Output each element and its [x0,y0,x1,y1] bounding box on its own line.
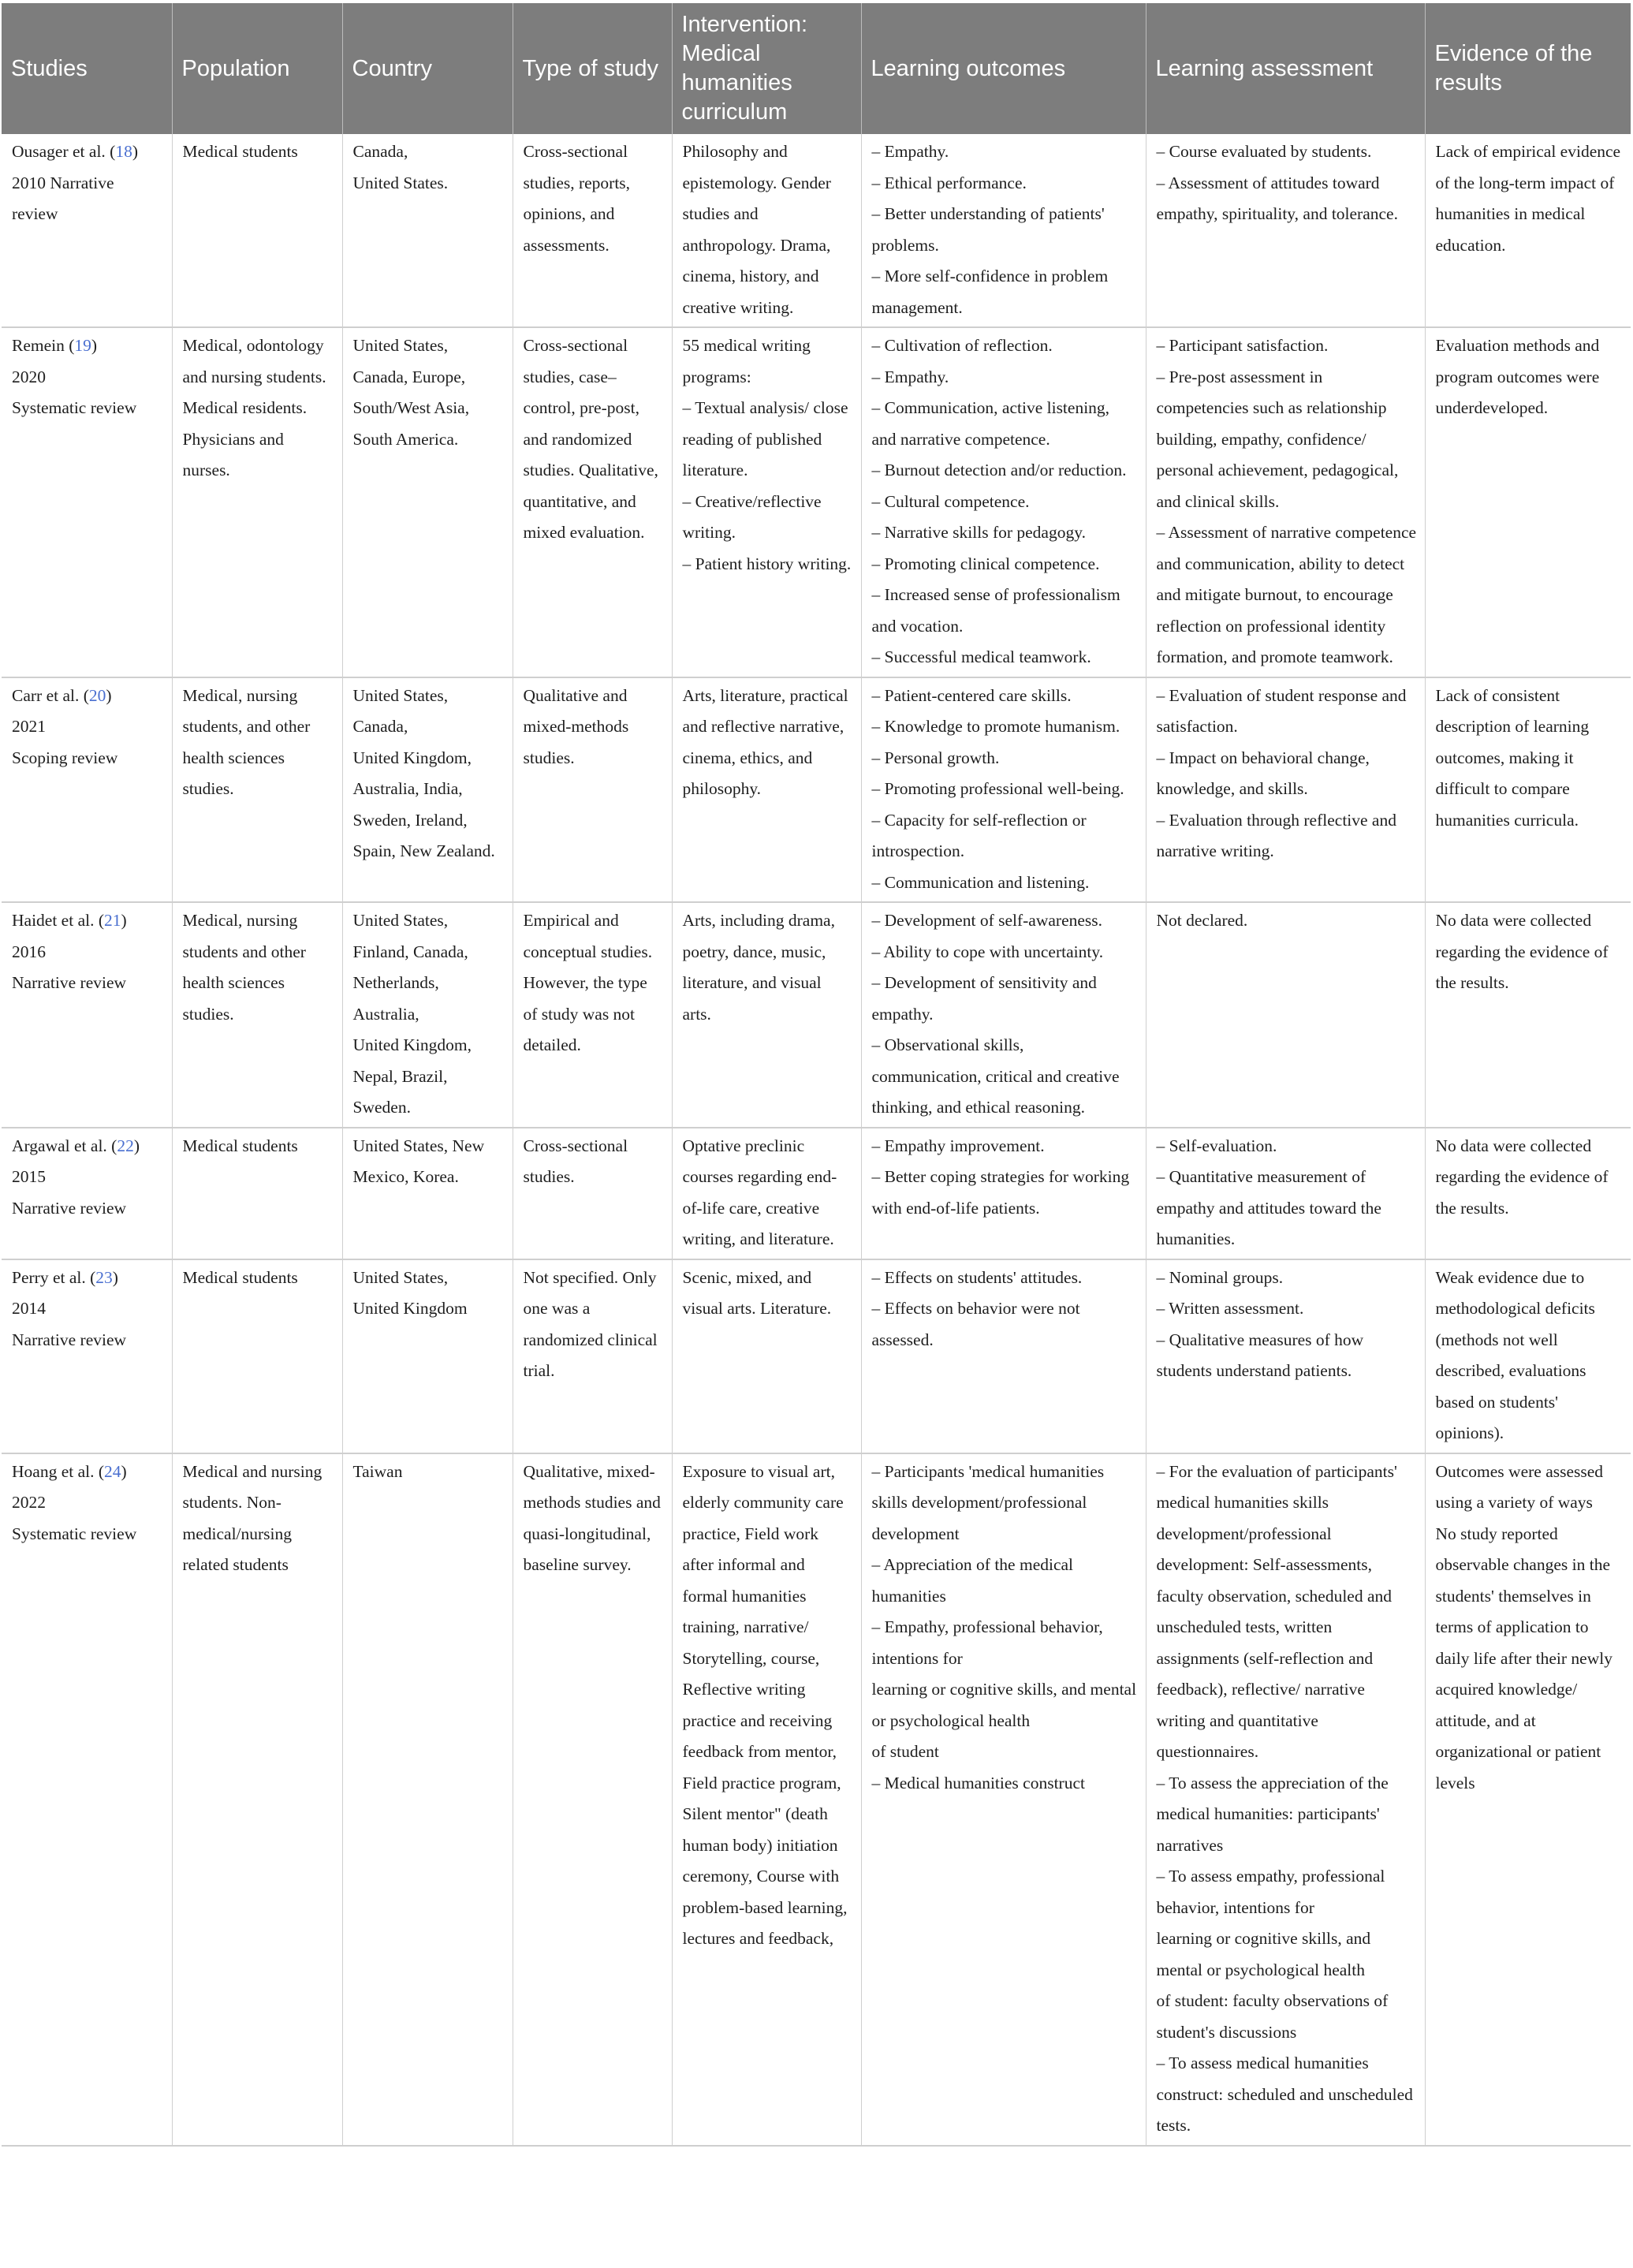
type-of-study-cell [513,134,672,327]
study-detail: Narrative review [12,973,127,992]
intervention-cell [672,134,861,327]
cell-line: of student: faculty observations of student's discussions [1156,1991,1389,2042]
country-cell [342,327,513,677]
table-row [2,677,1631,903]
population-cell [172,1453,342,2146]
learning-assessment-cell [1146,902,1425,1128]
type-of-study-cell [513,677,672,903]
study-detail: Scoping review [12,748,118,767]
study-citation [12,681,164,712]
reference-number: 21 [104,911,121,930]
cell-line: – To assess medical humanities construct: scheduled and unscheduled tests. [1156,2054,1413,2135]
study-citation-close: ) [133,1136,140,1155]
study-detail: 2010 Narrative review [12,173,114,223]
intervention-cell [672,327,861,677]
cell-line: – Promoting clinical competence. [871,554,1100,573]
study-author: Argawal et al. ( [12,1136,117,1155]
cell-line: – Effects on behavior were not assessed. [871,1299,1080,1349]
cell-line: 55 medical writing programs: [682,336,811,386]
cell-line: No study reported observable changes in the students' themselves in terms of application to daily life after their newly acquired knowledge/ attitude, and at organizational or patient levels [1435,1524,1612,1792]
study-author: Carr et al. ( [12,685,89,705]
reference-number: 19 [74,336,91,355]
cell-line: Medical residents. [182,398,308,417]
evidence-cell [1425,1259,1631,1453]
cell-line: – Participant satisfaction. [1156,336,1329,355]
header-population: Population [172,3,342,134]
learning-outcomes-cell [861,1453,1146,2146]
study-citation-close: ) [121,911,127,930]
study-citation [12,1263,164,1294]
cell-line: – More self-confidence in problem management. [871,267,1109,317]
cell-line: Qualitative, mixed-methods studies and quasi-longitudinal, baseline survey. [523,1461,661,1574]
table-row [2,327,1631,677]
study-cell [2,1453,172,2146]
learning-assessment-cell [1146,1259,1425,1453]
cell-line: United States. [352,173,449,192]
cell-line: – Textual analysis/ close reading of published literature. [682,398,848,479]
study-detail: 2020 [12,367,46,386]
cell-line: Empirical and conceptual studies. However, the type of study was not detailed. [523,911,653,1054]
learning-assessment-cell [1146,1128,1425,1259]
cell-line: – Patient history writing. [682,554,852,573]
cell-line: – Qualitative measures of how students understand patients. [1156,1330,1364,1380]
country-cell [342,902,513,1128]
cell-line: – Increased sense of professionalism and vocation. [871,585,1120,636]
country-cell [342,134,513,327]
cell-line: Medical students [182,1267,298,1287]
study-detail: 2014 [12,1299,46,1318]
study-author: Perry et al. ( [12,1267,96,1287]
learning-assessment-cell [1146,134,1425,327]
cell-line: Medical students [182,1136,298,1155]
study-detail: 2016 [12,942,46,961]
cell-line: No data were collected regarding the evidence of the results. [1435,1136,1609,1218]
header-evidence: Evidence of the results [1425,3,1631,134]
cell-line: – Narrative skills for pedagogy. [871,523,1086,542]
cell-line: Taiwan [352,1461,403,1481]
cell-line: Cross-sectional studies. [523,1136,628,1186]
cell-line: – Self-evaluation. [1156,1136,1277,1155]
cell-line: Canada, [352,142,408,161]
cell-line: Lack of consistent description of learning outcomes, making it difficult to compare humanities curricula. [1435,685,1590,830]
cell-line: Cross-sectional studies, reports, opinions, and assessments. [523,142,631,255]
learning-outcomes-cell [861,134,1146,327]
cell-line: – Empathy. [871,142,949,161]
cell-line: learning or cognitive skills, and mental or psychological health [871,1680,1137,1730]
cell-line: – Better understanding of patients' problems. [871,204,1105,255]
intervention-cell [672,677,861,903]
cell-line: Nepal, Brazil, [352,1066,448,1086]
evidence-cell [1425,677,1631,903]
country-cell [342,1259,513,1453]
cell-line: United States, Canada, Europe, South/West Asia, South America. [352,336,470,449]
cell-line: – Impact on behavioral change, knowledge, and skills. [1156,748,1370,798]
learning-outcomes-cell [861,1128,1146,1259]
study-author: Hoang et al. ( [12,1461,105,1481]
study-citation-close: ) [106,685,112,705]
cell-line: Spain, New Zealand. [352,841,495,860]
country-cell [342,1453,513,2146]
type-of-study-cell [513,1453,672,2146]
cell-line: – Cultivation of reflection. [871,336,1053,355]
cell-line: Exposure to visual art, elderly community care [682,1461,844,1512]
cell-line: Optative preclinic courses regarding end-of-life care, creative writing, and literature. [682,1136,837,1248]
reference-number: 18 [115,142,132,161]
cell-line: Evaluation methods and program outcomes were underdeveloped. [1435,336,1600,417]
study-cell [2,902,172,1128]
cell-line: – Communication, active listening, and narrative competence. [871,398,1110,449]
cell-line: – Quantitative measurement of empathy and attitudes toward the humanities. [1156,1167,1381,1248]
study-citation [12,1131,164,1162]
cell-line: – Nominal groups. [1156,1267,1284,1287]
review-table [2,3,1631,2147]
learning-assessment-cell [1146,327,1425,677]
cell-line: Physicians and nurses. [182,429,284,479]
cell-line: Not declared. [1156,911,1248,930]
cell-line: – Observational skills, communication, critical and creative thinking, and ethical reasoning. [871,1035,1120,1117]
cell-line: Canada, [352,717,408,736]
cell-line: – Empathy, professional behavior, intentions for [871,1617,1103,1668]
learning-outcomes-cell [861,1259,1146,1453]
learning-outcomes-cell [861,327,1146,677]
study-author: Haidet et al. ( [12,911,105,930]
cell-line: – Pre-post assessment in competencies such as relationship building, empathy, confidence/ personal achievement, pedagogical, and clinical skills. [1156,367,1399,511]
cell-line: – Evaluation through reflective and narrative writing. [1156,810,1396,860]
study-detail: Systematic review [12,1524,137,1543]
cell-line: – Appreciation of the medical humanities [871,1555,1074,1606]
cell-line: United Kingdom [352,1299,468,1318]
header-row [2,3,1631,134]
cell-line: Sweden, Ireland, [352,810,468,830]
cell-line: Arts, literature, practical and reflective narrative, cinema, ethics, and philosophy. [682,685,848,798]
cell-line: Australia, India, [352,779,463,798]
cell-line: Cross-sectional studies, case–control, pre-post, and randomized studies. Qualitative, quantitative, and mixed evaluation. [523,336,658,542]
type-of-study-cell [513,327,672,677]
cell-line: United Kingdom, [352,748,472,767]
learning-outcomes-cell [861,902,1146,1128]
evidence-cell [1425,1453,1631,2146]
cell-line: – Assessment of narrative competence and communication, ability to detect and mitigate burnout, to encourage reflection on professional identity formation, and promote teamwork. [1156,523,1417,666]
cell-line: No data were collected regarding the evidence of the results. [1435,911,1609,992]
intervention-cell [672,1128,861,1259]
cell-line: – Ethical performance. [871,173,1027,192]
cell-line: Arts, including drama, poetry, dance, music, literature, and visual arts. [682,911,835,1024]
cell-line: Finland, Canada, [352,942,468,961]
table-row [2,1259,1631,1453]
cell-line: – Cultural competence. [871,491,1030,511]
cell-line: – Empathy improvement. [871,1136,1045,1155]
cell-line: United States, New Mexico, Korea. [352,1136,485,1186]
study-detail: 2021 [12,717,46,736]
cell-line: – Empathy. [871,367,949,386]
reference-number: 23 [95,1267,113,1287]
study-detail: Narrative review [12,1330,127,1349]
cell-line: Not specified. Only one was a randomized clinical trial. [523,1267,658,1380]
cell-line: – Capacity for self-reflection or introspection. [871,810,1087,860]
study-author: Remein ( [12,336,75,355]
cell-line: United Kingdom, [352,1035,472,1054]
header-type-of-study: Type of study [513,3,672,134]
cell-line: United States, [352,911,449,930]
reference-number: 20 [88,685,106,705]
study-cell [2,134,172,327]
type-of-study-cell [513,902,672,1128]
cell-line: – To assess the appreciation of the medical humanities: participants' narratives [1156,1773,1389,1855]
cell-line: – Development of self-awareness. [871,911,1103,930]
study-cell [2,1259,172,1453]
cell-line: Australia, [352,1004,419,1024]
learning-assessment-cell [1146,677,1425,903]
cell-line: – Participants 'medical humanities skills development/professional development [871,1461,1105,1543]
study-citation [12,905,164,937]
study-cell [2,677,172,903]
cell-line: – Knowledge to promote humanism. [871,717,1120,736]
intervention-cell [672,902,861,1128]
cell-line: – Written assessment. [1156,1299,1304,1318]
cell-line: Philosophy and epistemology. Gender studies and anthropology. Drama, cinema, history, and creative writing. [682,142,831,317]
study-detail: Narrative review [12,1198,127,1218]
cell-line: – Promoting professional well-being. [871,779,1124,798]
cell-line: – Successful medical teamwork. [871,647,1091,666]
evidence-cell [1425,1128,1631,1259]
learning-assessment-cell [1146,1453,1425,2146]
population-cell [172,1128,342,1259]
study-citation-close: ) [112,1267,118,1287]
table-row [2,902,1631,1128]
evidence-cell [1425,327,1631,677]
cell-line: Medical, nursing students and other health sciences studies. [182,911,306,1024]
study-citation [12,330,164,362]
study-author: Ousager et al. ( [12,142,116,161]
cell-line: Netherlands, [352,973,439,992]
cell-line: – For the evaluation of participants' medical humanities skills development/professional development: Self-assessments, faculty observation, scheduled and unscheduled tests, written assignments (self-reflection and feedback), reflective/ narrative writing and quantitative questionnaires. [1156,1461,1397,1761]
cell-line: Outcomes were assessed using a variety of ways [1435,1461,1604,1512]
cell-line: United States, [352,685,449,705]
cell-line: – Development of sensitivity and empathy. [871,973,1097,1024]
table-body [2,134,1631,2146]
reference-number: 24 [104,1461,121,1481]
population-cell [172,1259,342,1453]
cell-line: Scenic, mixed, and visual arts. Literature. [682,1267,832,1318]
cell-line: Sweden. [352,1098,411,1117]
cell-line: – Assessment of attitudes toward empathy, spirituality, and tolerance. [1156,173,1398,223]
learning-outcomes-cell [861,677,1146,903]
study-cell [2,327,172,677]
cell-line: practice, Field work after informal and formal humanities training, narrative/ Storytelling, course, Reflective writing practice and receiving feedback from mentor, Field practice program, Silent mentor" (death human body) initiation [682,1524,841,1855]
cell-line: – Creative/reflective writing. [682,491,822,542]
type-of-study-cell [513,1128,672,1259]
cell-line: ceremony, Course with problem-based learning, lectures and feedback, [682,1867,848,1948]
population-cell [172,134,342,327]
cell-line: – Better coping strategies for working with end-of-life patients. [871,1167,1130,1218]
cell-line: of student [871,1742,939,1761]
cell-line: – Burnout detection and/or reduction. [871,461,1127,479]
evidence-cell [1425,134,1631,327]
reference-number: 22 [117,1136,134,1155]
study-citation-close: ) [121,1461,127,1481]
country-cell [342,677,513,903]
intervention-cell [672,1453,861,2146]
study-cell [2,1128,172,1259]
cell-line: – To assess empathy, professional behavior, intentions for [1156,1867,1385,1917]
cell-line: – Ability to cope with uncertainty. [871,942,1104,961]
cell-line: Lack of empirical evidence of the long-term impact of humanities in medical education. [1435,142,1621,255]
cell-line: – Course evaluated by students. [1156,142,1372,161]
cell-line: Medical, nursing students, and other health sciences studies. [182,685,311,798]
type-of-study-cell [513,1259,672,1453]
header-country: Country [342,3,513,134]
cell-line: – Communication and listening. [871,872,1090,892]
cell-line: learning or cognitive skills, and mental or psychological health [1156,1929,1371,1979]
study-citation-close: ) [91,336,98,355]
country-cell [342,1128,513,1259]
cell-line: – Patient-centered care skills. [871,685,1072,705]
table-row [2,134,1631,327]
population-cell [172,902,342,1128]
evidence-cell [1425,902,1631,1128]
study-citation-close: ) [132,142,139,161]
header-learning-outcomes: Learning outcomes [861,3,1146,134]
header-intervention: Intervention: Medical humanities curriculum [672,3,861,134]
header-learning-assessment: Learning assessment [1146,3,1425,134]
cell-line: Medical students [182,142,298,161]
cell-line: – Medical humanities construct [871,1773,1085,1792]
population-cell [172,327,342,677]
table-row [2,1453,1631,2146]
study-citation [12,136,164,168]
population-cell [172,677,342,903]
table-row [2,1128,1631,1259]
study-detail: 2015 [12,1167,46,1186]
header-studies: Studies [2,3,172,134]
cell-line: Medical and nursing students. Non-medical/nursing related students [182,1461,322,1574]
cell-line: – Evaluation of student response and satisfaction. [1156,685,1407,736]
cell-line: Medical, odontology and nursing students. [182,336,326,386]
intervention-cell [672,1259,861,1453]
study-detail: 2022 [12,1493,46,1512]
cell-line: United States, [352,1267,449,1287]
study-citation [12,1457,164,1488]
cell-line: – Effects on students' attitudes. [871,1267,1083,1287]
cell-line: – Personal growth. [871,748,1000,767]
cell-line: Qualitative and mixed-methods studies. [523,685,629,767]
cell-line: Weak evidence due to methodological deficits (methods not well described, evaluations based on students' opinions). [1435,1267,1595,1442]
study-detail: Systematic review [12,398,137,417]
